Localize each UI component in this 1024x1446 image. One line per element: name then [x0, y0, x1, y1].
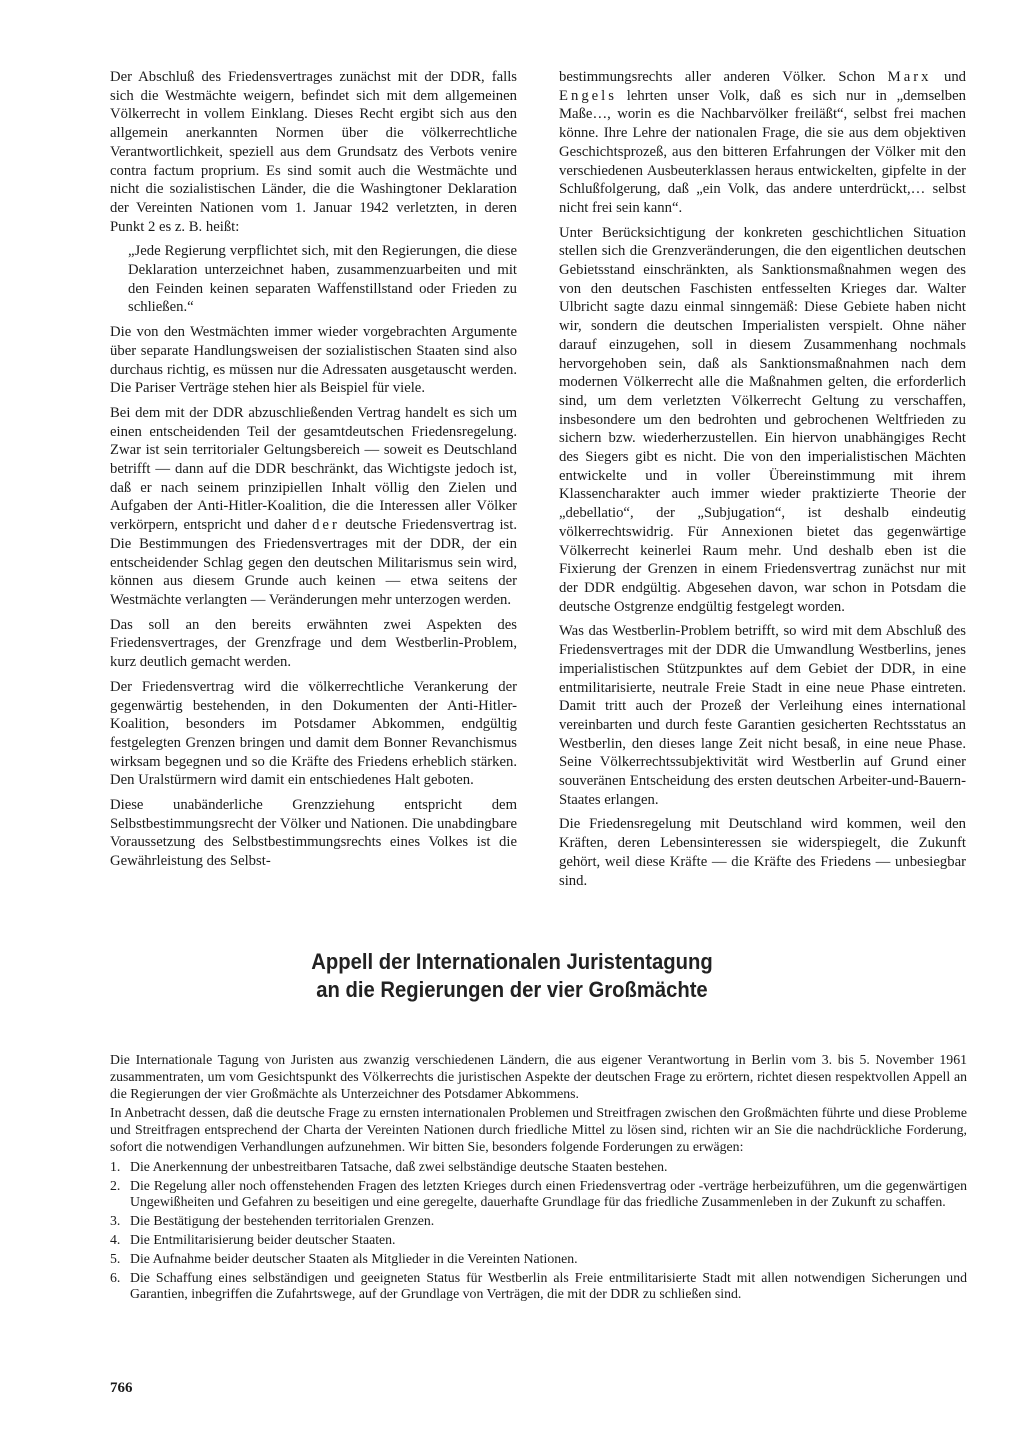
list-number: 2.: [110, 1177, 121, 1193]
paragraph: Die Internationale Tagung von Juristen aus zwanzig verschiedenen Ländern, die aus eigener Verantwortung in Berlin vom 3. bis 5. November 1961 zusammentraten, um vom Gesichtspunkt des Völkerrechts die juristischen Aspekte der deutschen Frage zu erörtern, richtet diesen respektvollen Appell an die Regierungen der vier Großmächte als Unterzeichner des Potsdamer Abkommens.: [110, 1052, 967, 1101]
heading-line-2: an die Regierungen der vier Großmächte: [316, 977, 708, 1002]
paragraph: Unter Berücksichtigung der konkreten geschichtlichen Situation stellen sich die Grenzveränderungen, die den eigentlichen deutschen Gebietsstand einschränkten, als Sanktionsmaßnahmen wegen des von den deutschen Faschisten entfesselten Krieges dar. Walter Ulbricht sagte dazu einmal sinngemäß: Diese Gebiete haben nicht wir, sondern die deutschen Imperialisten verspielt. Ohne näher darauf einzugehen, soll in diesem Zusammenhang nochmals hervorgehoben sein, daß als Sanktionsmaßnahmen nach dem modernen Völkerrecht alle die Maßnahmen gelten, die erforderlich sind, um dem verletzten Völkerrecht Geltung zu verschaffen, insbesondere um den bedrohten und gebrochenen Weltfrieden zu sichern bzw. wiederherzustellen. Ein hiervon unabhängiges Recht des Siegers gibt es nicht. Die von den imperialistischen Mächten entwickelte und in voller Übereinstimmung mit ihrem Klassencharakter auch immer wieder praktizierte Theorie der „debellatio“, der „Subjugation“, ist deshalb eindeutig völkerrechtswidrig. Für Annexionen bietet das gegenwärtige Völkerrecht keinerlei Raum mehr. Und deshalb eben ist die Fixierung der Grenzen in einem Friedensvertrag zunächst nur mit der DDR endgültig. Abgesehen davon, war schon in Potsdam die deutsche Ostgrenze endgültig festgelegt worden.: [559, 224, 966, 615]
paragraph: Diese unabänderliche Grenzziehung entspricht dem Selbstbestimmungsrecht der Völker und Nationen. Die unabdingbare Voraussetzung des Selbstbestimmungsrechts eines Volkes ist die Gewährleistung des Selbst-: [110, 797, 517, 870]
paragraph: Der Abschluß des Friedensvertrages zunächst mit der DDR, falls sich die Westmächte weigern, befindet sich mit dem allgemeinen Völkerrecht in vollem Einklang. Dieses Recht ergibt sich aus den allgemein anerkannten Normen über die völkerrechtliche Verantwortlichkeit, speziell aus dem Grundsatz des Verbots venire contra factum proprium. Es sind somit auch die Westmächte und nicht die sozialistischen Länder, die die Washingtoner Deklaration der Vereinten Nationen vom 1. Januar 1942 verletzten, in deren Punkt 2 es z. B. heißt:: [110, 69, 517, 235]
paragraph: Das soll an den bereits erwähnten zwei Aspekten des Friedensvertrages, der Grenzfrage und dem Westberlin-Problem, kurz deutlich gemacht werden.: [110, 616, 517, 671]
text-run: lehrten unser Volk, daß es sich nur in „demselben Maße…, worin es die Nachbarvölker freiläßt“, selbst frei machen könne. Ihre Lehre der nationalen Frage, die sie aus dem objektiven Geschichtsprozeß, aus den bitteren Erfahrungen der Völker mit den verschiedenen Ausbeuterklassen heraus entwickelten, gipfelte in der Schlußfolgerung, daß „ein Volk, das andere unterdrückt,… selbst nicht frei sein kann“.: [559, 87, 966, 216]
list-text: Die Bestätigung der bestehenden territorialen Grenzen.: [130, 1213, 435, 1229]
paragraph: Die Friedensregelung mit Deutschland wird kommen, weil den Kräften, deren Lebensinteressen sie widerspiegelt, die Zukunft gehört, weil diese Kräfte — die Kräfte des Friedens — unbesiegbar sind.: [559, 816, 966, 889]
emphasis-spaced: der: [312, 517, 340, 534]
list-text: Die Schaffung eines selbständigen und geeigneten Status für Westberlin als Freie entmilitarisierte Stadt mit allen notwendigen Sicherungen und Garantien, inbegriffen die Zufahrtswege, auf der Grundlage von Verträgen, die mit der DDR zu schließen sind.: [130, 1269, 967, 1302]
list-item: [110, 1213, 967, 1230]
quotation: „Jede Regierung verpflichtet sich, mit den Regierungen, die diese Deklaration unterzeichnet haben, zusammenzuarbeiten und mit den Feinden keinen separaten Waffenstillstand oder Frieden zu schließen.“: [128, 243, 517, 316]
paragraph: In Anbetracht dessen, daß die deutsche Frage zu ernsten internationalen Problemen und Streitfragen zwischen den Großmächten führte und diese Probleme und Streitfragen entsprechend der Charta der Vereinten Nationen durch friedliche Mittel zu lösen sind, richten wir an Sie die nachdrückliche Forderung, sofort die notwendigen Verhandlungen aufzunehmen. Wir bitten Sie, besonders folgende Forderungen zu erwägen:: [110, 1105, 967, 1154]
list-number: 5.: [110, 1250, 121, 1266]
text-run: Bei dem mit der DDR abzuschließenden Vertrag handelt es sich um einen entscheidenden Teil der gesamtdeutschen Friedensregelung. Zwar ist sein territorialer Geltungsbereich — soweit es Deutschland betrifft — dann auf die DDR beschränkt, das Wichtigste jedoch ist, daß er nach seinem prinzipiellen Inhalt völlig den Zielen und Aufgaben der Anti-Hitler-Koalition, die die Interessen aller Völker verkörpern, entspricht und daher: [110, 404, 517, 534]
section-heading: [0, 948, 1024, 1004]
text-run: bestimmungsrechts aller anderen Völker. Schon: [559, 69, 888, 85]
two-column-article: [110, 68, 967, 918]
appeal-text: [110, 1052, 967, 1305]
list-text: Die Aufnahme beider deutscher Staaten als Mitglieder in die Vereinten Nationen.: [130, 1250, 578, 1266]
demands-list: [110, 1159, 967, 1303]
list-item: [110, 1270, 967, 1304]
emphasis-spaced: Marx: [887, 69, 932, 85]
list-item: [110, 1232, 967, 1249]
list-number: 6.: [110, 1269, 121, 1285]
right-column: [559, 68, 966, 918]
paragraph: Was das Westberlin-Problem betrifft, so wird mit dem Abschluß des Friedensvertrages mit der DDR die Umwandlung Westberlins, jenes imperialistischen Stützpunktes auf dem Gebiet der DDR, in eine entmilitarisierte, neutrale Freie Stadt in eine neue Phase eintreten. Damit tritt auch der Prozeß der Verleihung eines international vereinbarten und durch feste Garantien gesicherten Rechtsstatus an Westberlin, den dieses lange Zeit nicht besaß, in eine neue Phase. Seine Völkerrechtssubjektivität wird Westberlin auf Grund einer souveränen Entscheidung des ersten deutschen Arbeiter-und-Bauern-Staates erlangen.: [559, 623, 966, 808]
page-number: 766: [110, 1380, 133, 1396]
paragraph: Die von den Westmächten immer wieder vorgebrachten Argumente über separate Handlungsweisen der sozialistischen Staaten sind also durchaus richtig, es müssen nur die Adressaten ausgetauscht werden. Die Pariser Verträge stehen hier als Beispiel für viele.: [110, 324, 517, 397]
list-number: 1.: [110, 1158, 121, 1174]
paragraph: [110, 404, 517, 610]
list-text: Die Anerkennung der unbestreitbaren Tatsache, daß zwei selbständige deutsche Staaten bestehen.: [130, 1158, 668, 1174]
text-run: und: [931, 69, 967, 85]
left-column: [110, 68, 517, 918]
list-item: [110, 1178, 967, 1212]
list-text: Die Entmilitarisierung beider deutscher Staaten.: [130, 1231, 396, 1247]
text-run: deutsche Friedensvertrag ist. Die Bestimmungen des Friedensvertrages mit der DDR, der ein entscheidender Schlag gegen den deutschen Militarismus sein wird, können aus diesem Grunde auch keinen — etwa seitens der Westmächte verlangten — Veränderungen mehr unterzogen werden.: [110, 517, 517, 608]
list-item: [110, 1251, 967, 1268]
list-text: Die Regelung aller noch offenstehenden Fragen des letzten Krieges durch einen Friedensvertrag oder -verträge herbeizuführen, um die gegenwärtigen Ungewißheiten und Gefahren zu beseitigen und eine geregelte, dauerhafte Grundlage für das friedliche Zusammenleben in der Zukunft zu schaffen.: [130, 1177, 967, 1210]
heading-line-1: Appell der Internationalen Juristentagung: [311, 949, 713, 974]
paragraph: [559, 68, 966, 218]
list-number: 4.: [110, 1231, 121, 1247]
emphasis-spaced: Engels: [559, 87, 617, 104]
paragraph: Der Friedensvertrag wird die völkerrechtliche Verankerung der gegenwärtig bestehenden, in den Dokumenten der Anti-Hitler-Koalition, besonders im Potsdamer Abkommen, endgültig festgelegten Grenzen bringen und damit dem Bonner Revanchismus wirksam begegnen und so die Kräfte des Friedens erheblich stärken. Den Uralstürmern wird damit ein entschiedenes Halt geboten.: [110, 678, 517, 789]
list-item: [110, 1159, 967, 1176]
list-number: 3.: [110, 1213, 121, 1229]
